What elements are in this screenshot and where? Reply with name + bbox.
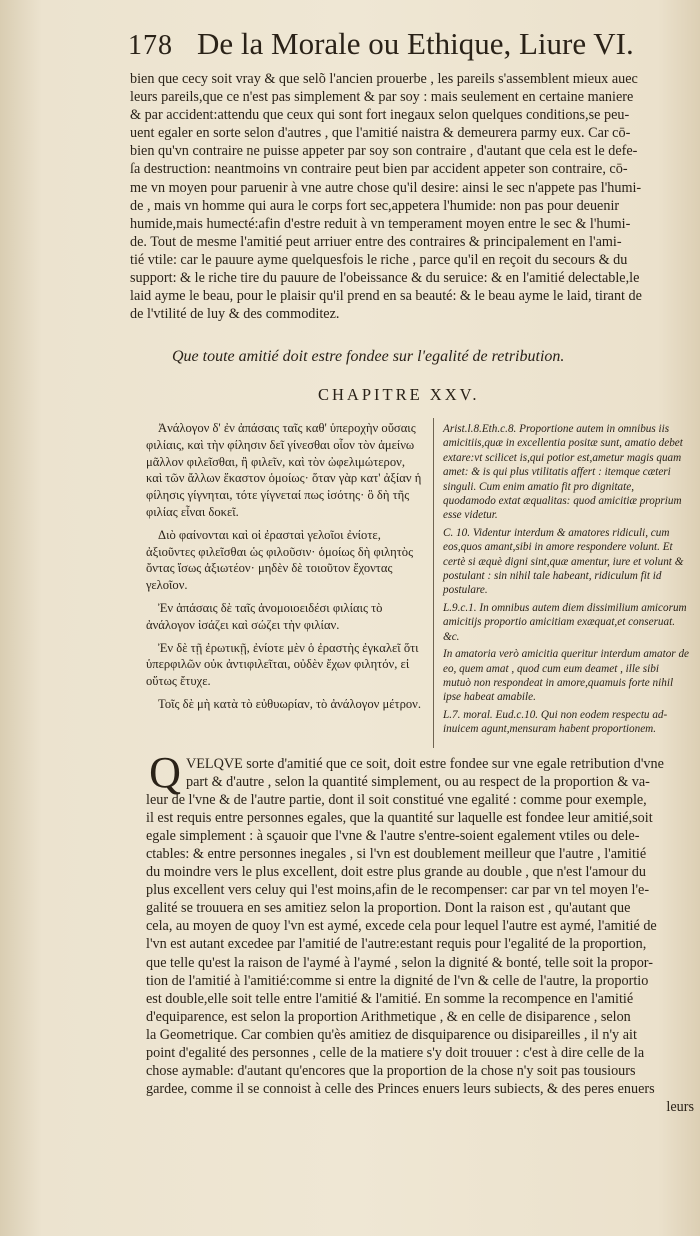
text-line: d'equiparence, est selon la proportion Arithmetique , & en celle de disiparence , selon: [146, 1008, 631, 1025]
greek-paragraph: Διὸ φαίνονται καὶ οἱ ἐρασταὶ γελοῖοι ἐνίοτε, ἀξιοῦντες φιλεῖσθαι ὡς φιλοῦσιν· ὁμοίως δὴ φιλητὸς ὄντας ἴσως ἀξιωτέον· μηδὲν δὲ τοιοῦτον ἔχοντας γελοῖον.: [146, 527, 414, 593]
running-header: [128, 26, 668, 70]
text-line: humide,mais humecté:afin d'estre reduit à vn temperament moyen entre le sec & l'humi-: [130, 215, 631, 232]
text-line: cela, au moyen de quoy l'vn est aymé, excede cela pour lequel l'autre est aymé, l'amitié de: [146, 918, 657, 935]
column-divider: [433, 418, 434, 748]
greek-quotation: [146, 420, 424, 719]
text-line: de l'vtilité de luy & des commoditez.: [130, 306, 340, 323]
page-number: 178: [128, 30, 173, 61]
text-line: uent egaler en sorte selon d'autres , que l'amitié naistra & demeurera parmy eux. Car cō-: [130, 125, 631, 142]
text-line: egale simplement : à sçauoir que l'vne & l'autre s'entre-soient egalement vtiles ou dele-: [146, 828, 640, 845]
greek-paragraph: Ἐν ἁπάσαις δὲ ταῖς ἀνομοιοειδέσι φιλίαις τὸ ἀνάλογον ἰσάζει καὶ σώζει τὴν φιλίαν.: [146, 600, 383, 632]
text-line: bien que cecy soit vray & que selõ l'ancien prouerbe , les pareils s'assemblent mieux auec: [130, 71, 638, 87]
text-line: du moindre vers le plus excellent, doit estre plus grande au double , que n'est l'amour du: [146, 864, 646, 881]
continued-text: [130, 70, 685, 323]
text-line: & par accident:attendu que ceux qui sont fort inegaux selon quelques conditions,se peu-: [130, 107, 630, 124]
text-line: chose aymable: d'autant qu'encores que la proportion de la chose n'y soit pas tousiours: [146, 1062, 636, 1079]
greek-paragraph: Ἐν δὲ τῇ ἐρωτικῇ, ἐνίοτε μὲν ὁ ἐραστὴς ἐγκαλεῖ ὅτι ὑπερφιλῶν οὐκ ἀντιφιλεῖται, οὐδὲν ἔχων φιλητόν, εἰ οὕτως ἔτυχε.: [146, 640, 419, 689]
text-line: que telle qu'est la raison de l'aymé à l'aymé , selon la dignité & bonté, telle soit la propor-: [146, 954, 653, 971]
latin-note: L.9.c.1. In omnibus autem diem dissimilium amicorum amicitijs proportio amicitiam exæquat,et conseruat. &c.: [443, 601, 687, 643]
latin-note: C. 10. Videntur interdum & amatores ridiculi, cum eos,quos amant,sibi in amore respondere volunt. Et certè si æquè digni sint,quæ amentur, iure et volunt & postulant : sin nihil tale habeant, ridiculum fit id postulare.: [443, 526, 684, 597]
text-line: leur de l'vne & de l'autre partie, dont il soit constitué vne egalité : comme pour exemple,: [146, 792, 647, 809]
text-line: part & d'autre , selon la quantité simplement, ou au respect de la proportion & va-: [186, 774, 650, 791]
text-line: gardee, comme il se connoist à celle des Princes enuers leurs subiects, & des peres enuers: [146, 1080, 655, 1097]
latin-notes: [443, 422, 689, 740]
running-title: De la Morale ou Ethique, Liure VI.: [197, 26, 634, 61]
text-line: de , mais vn homme qui aura le corps fort sec,appetera l'humide: non pas pour deuenir: [130, 197, 620, 214]
text-line: est double,elle soit telle entre l'amitié & l'amitié. En somme la recompence en l'amitié: [146, 990, 634, 1007]
text-line: ſa destruction: neantmoins vn contraire peut bien par accident appeter son contraire, cō-: [130, 161, 628, 178]
text-line: la Geometrique. Car combien qu'ès amitiez de disquiparence ou disipareilles , il n'y ait: [146, 1026, 637, 1043]
text-line: support: & le riche tire du pauure de l'obeissance & du seruice: & en l'amitié delectable,le: [130, 270, 640, 287]
chapter-subtitle: Que toute amitié doit estre fondee sur l'egalité de retribution.: [172, 348, 565, 365]
text-line: bien qu'vn contraire ne puisse appeter par soy son contraire , d'autant que cela est le defe-: [130, 143, 638, 160]
text-line: leurs: [666, 1098, 694, 1115]
text-line: ctables: & entre personnes inegales , si l'vn est doublement meilleur que l'autre , l'amitié: [146, 846, 647, 863]
greek-paragraph: Τοῖς δὲ μὴ κατὰ τὸ εὐθυωρίαν, τὸ ἀνάλογον μέτρον.: [158, 696, 422, 711]
text-line: laid ayme le beau, pour le plaisir qu'il prend en sa beauté: & le beau ayme le laid, tirant de: [130, 288, 642, 305]
latin-note: Arist.l.8.Eth.c.8. Proportione autem in omnibus iis amicitiis,quæ in excellentia positæ sunt, amatio debet extare:vt scilicet is,qui potior est,ametur magis quam amet: & is qui plus vtilitatis affert : itemque cæteri singuli. Cum enim amatio fit pro dignitate, quodamodo extat æqualitas: quod amicitiæ proprium esse videtur.: [443, 423, 683, 522]
text-line: leurs pareils,que ce n'est pas simplement & par soy : mais seulement en certaine maniere: [130, 89, 634, 106]
greek-paragraph: Ἀνάλογον δ' ἐν ἀπάσαις ταῖς καθ' ὑπεροχὴν οὔσαις φιλίαις, καὶ τὴν φίλησιν δεῖ γίνεσθαι οἷον τὸν ἀμείνω μᾶλλον φιλεῖσθαι, ἢ φιλεῖν, καὶ τὸν ὠφελιμώτερον, καὶ τῶν ἄλλων ἕκαστον ὁμοίως· ὅταν γὰρ κατ' ἀξίαν ἡ φίλησις γίγνηται, τότε γίγνεταί πως ἰσότης· ὃ δὴ τῆς φιλίας εἶναι δοκεῖ.: [146, 421, 422, 519]
chapter-heading: CHAPITRE XXV.: [318, 385, 480, 404]
text-line: l'vn est autant excedee par l'amitié de l'autre:estant requis pour l'egalité de la proportion,: [146, 936, 647, 953]
text-line: VELQVE sorte d'amitié que ce soit, doit estre fondee sur vne egale retribution d'vne: [186, 756, 664, 772]
latin-note: In amatoria verò amicitia queritur interdum amator de eo, quem amat , quod cum eum deamet , ille sibi mutuò non respondeat in amore,quamuis forte nihil ipse habeat amabile.: [443, 648, 689, 704]
text-line: tion de l'amitié à l'amitié:comme si entre la dignité de l'vn & celle de l'autre, la proportio: [146, 972, 649, 989]
text-line: tié vtile: car le pauure ayme quelquesfois le riche , parce qu'il en reçoit du secours & du: [130, 251, 628, 268]
text-line: me vn moyen pour paruenir à vne autre chose qu'il desire: ainsi le sec n'appete pas l'humi-: [130, 179, 642, 196]
text-line: point d'egalité des personnes , celle de la matiere s'y doit trouuer : c'est à dire celle de la: [146, 1044, 645, 1061]
chapter-text: [146, 755, 694, 1116]
text-line: de. Tout de mesme l'amitié peut arriuer entre des contraires & principalement en l'ami-: [130, 233, 622, 250]
text-line: plus excellent vers celuy qui l'est moins,afin de le recompenser: car par vn tel moyen l'e-: [146, 882, 650, 899]
latin-note: L.7. moral. Eud.c.10. Qui non eodem respectu ad-inuicem agunt,mensuram habent proportionem.: [443, 708, 668, 736]
text-line: galité se trouuera en ses amitiez selon la proportion. Dont la raison est , qu'autant que: [146, 900, 631, 917]
text-line: il est requis entre personnes egales, que la quantité sur laquelle est fondee leur amitié,soit: [146, 810, 653, 827]
drop-capital: Q: [149, 748, 181, 797]
